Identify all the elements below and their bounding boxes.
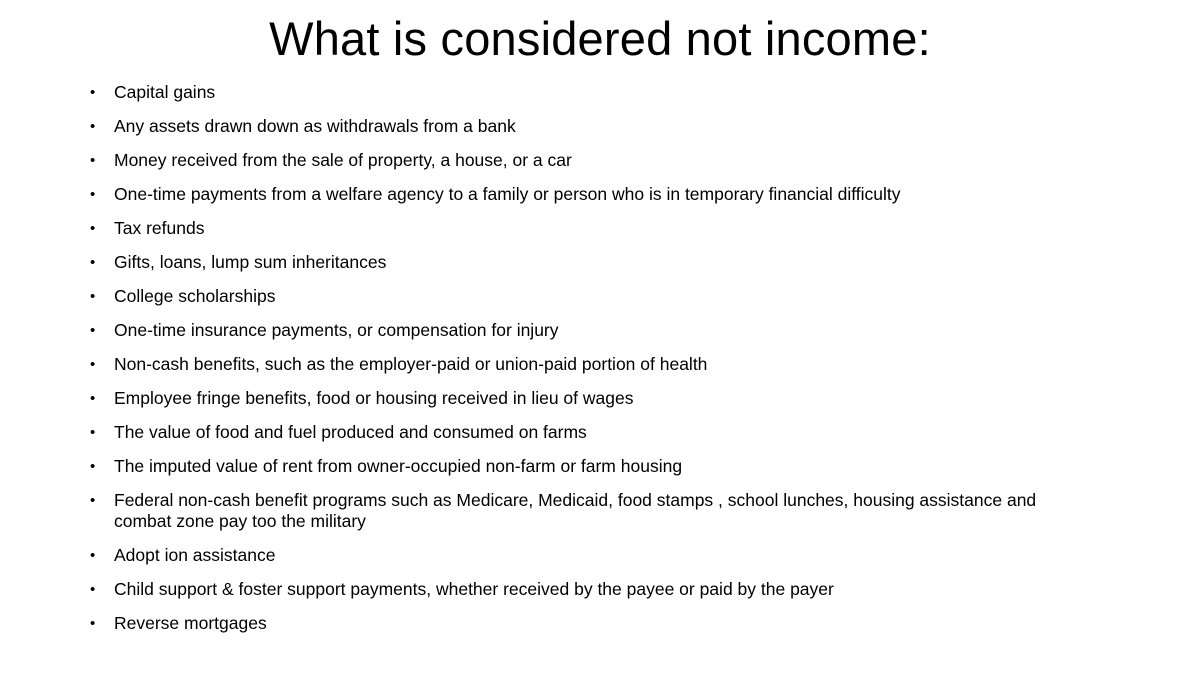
bullet-icon: •: [90, 615, 96, 632]
bullet-icon: •: [90, 581, 96, 598]
list-item: [88, 218, 1088, 239]
list-item-text: Child support & foster support payments, whether received by the payee or paid by the payer: [114, 579, 834, 599]
list-item-text: The imputed value of rent from owner-occupied non-farm or farm housing: [114, 456, 683, 476]
list-item: [88, 82, 1088, 103]
bullet-icon: •: [90, 220, 96, 237]
bullet-icon: •: [90, 84, 96, 101]
list-item-text: Tax refunds: [114, 218, 205, 238]
list-item-text: Capital gains: [114, 82, 216, 102]
list-item: [88, 286, 1088, 307]
list-item-text: One-time insurance payments, or compensation for injury: [114, 320, 559, 340]
slide-title: What is considered not income:: [269, 12, 931, 65]
list-item-text: Gifts, loans, lump sum inheritances: [114, 252, 387, 272]
list-item-text: One-time payments from a welfare agency to a family or person who is in temporary financial difficulty: [114, 184, 901, 204]
list-item: [88, 579, 1088, 600]
bullet-icon: •: [90, 492, 96, 509]
list-item-text: Federal non-cash benefit programs such as Medicare, Medicaid, food stamps , school lunches, housing assistance and combat zone pay too the military: [114, 490, 1037, 531]
list-item-text: The value of food and fuel produced and consumed on farms: [114, 422, 587, 442]
bullet-icon: •: [90, 424, 96, 441]
list-item: [88, 545, 1088, 566]
list-item: [88, 184, 1088, 205]
list-item: [88, 354, 1088, 375]
bullet-list: [88, 82, 1088, 647]
list-item-text: Adopt ion assistance: [114, 545, 276, 565]
list-item: [88, 490, 1088, 532]
bullet-icon: •: [90, 547, 96, 564]
bullet-icon: •: [90, 390, 96, 407]
list-item-text: College scholarships: [114, 286, 276, 306]
bullet-icon: •: [90, 152, 96, 169]
bullet-icon: •: [90, 288, 96, 305]
list-item: [88, 422, 1088, 443]
list-item: [88, 456, 1088, 477]
list-item: [88, 150, 1088, 171]
list-item: [88, 252, 1088, 273]
list-item: [88, 613, 1088, 634]
list-item-text: Non-cash benefits, such as the employer-paid or union-paid portion of health: [114, 354, 708, 374]
list-item: [88, 320, 1088, 341]
list-item: [88, 116, 1088, 137]
list-item-text: Any assets drawn down as withdrawals from a bank: [114, 116, 516, 136]
bullet-icon: •: [90, 186, 96, 203]
list-item-text: Money received from the sale of property, a house, or a car: [114, 150, 572, 170]
bullet-icon: •: [90, 254, 96, 271]
bullet-icon: •: [90, 356, 96, 373]
bullet-icon: •: [90, 118, 96, 135]
bullet-icon: •: [90, 322, 96, 339]
list-item-text: Reverse mortgages: [114, 613, 267, 633]
list-item: [88, 388, 1088, 409]
bullet-icon: •: [90, 458, 96, 475]
list-item-text: Employee fringe benefits, food or housing received in lieu of wages: [114, 388, 634, 408]
